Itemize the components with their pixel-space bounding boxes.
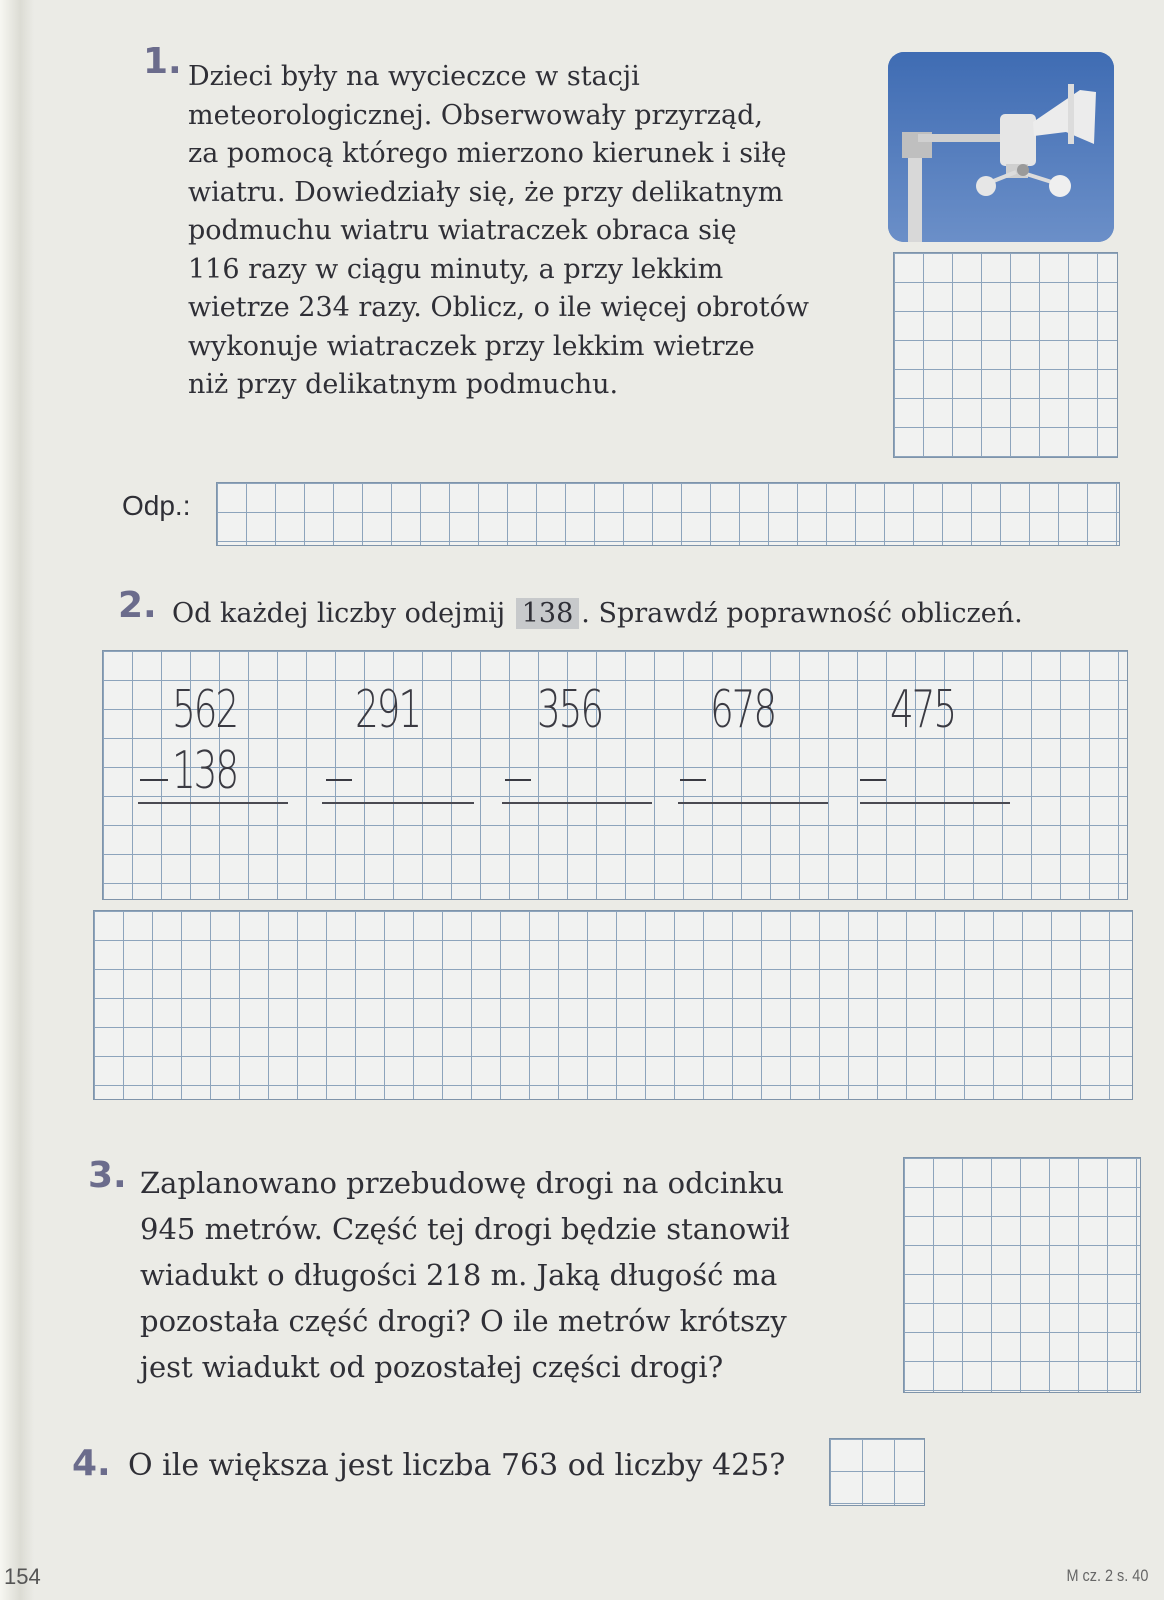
- minus-sign-3: [505, 779, 531, 781]
- underline-1: [138, 802, 288, 804]
- task3-number: 3.: [88, 1155, 127, 1196]
- minuend-4: 678: [710, 680, 775, 740]
- task2-work-grid[interactable]: [102, 650, 1128, 900]
- minuend-2: 291: [355, 680, 420, 740]
- minuend-3: 356: [537, 680, 602, 740]
- underline-5: [860, 802, 1010, 804]
- task3-calc-grid[interactable]: [903, 1157, 1141, 1393]
- page-binding-edge: [0, 0, 34, 1600]
- underline-2: [322, 802, 474, 804]
- task4-number: 4.: [72, 1443, 111, 1484]
- task4-answer-grid[interactable]: [829, 1438, 925, 1506]
- minus-sign-5: [860, 779, 886, 781]
- underline-4: [678, 802, 828, 804]
- minuend-5: 475: [890, 680, 955, 740]
- task4-text: O ile większa jest liczba 763 od liczby 425?: [128, 1448, 786, 1483]
- page-number: 154: [4, 1564, 41, 1589]
- task3-text: Zaplanowano przebudowę drogi na odcinku 945 metrów. Część tej drogi będzie stanowił wiadukt o długości 218 m. Jaką długość ma pozostała część drogi? O ile metrów krótszy jest wiadukt od pozostałej części drogi?: [140, 1166, 790, 1384]
- task1-text: Dzieci były na wycieczce w stacji meteorologicznej. Obserwowały przyrząd, za pomocą którego mierzono kierunek i siłę wiatru. Dowiedziały się, że przy delikatnym podmuchu wiatru wiatraczek obraca się 116 razy w ciągu minuty, a przy lekkim wietrze 234 razy. Oblicz, o ile więcej obrotów wykonuje wiatraczek przy lekkim wietrze niż przy delikatnym podmuchu.: [188, 61, 810, 400]
- subtrahend-1: 138: [172, 741, 237, 801]
- task2-number: 2.: [118, 585, 157, 626]
- anemometer-photo: [888, 52, 1114, 242]
- anemometer-wind-vane-icon: [888, 52, 1114, 242]
- task1-calc-grid[interactable]: [893, 252, 1118, 458]
- task2-check-grid[interactable]: [93, 910, 1133, 1100]
- task2-text-after: . Sprawdź poprawność obliczeń.: [581, 598, 1023, 629]
- task2-instruction: [172, 600, 1023, 627]
- underline-3: [502, 802, 652, 804]
- minus-sign-2: [326, 779, 352, 781]
- minus-sign-1: [140, 779, 168, 781]
- workbook-reference: M cz. 2 s. 40: [1066, 1566, 1148, 1585]
- task2-text-before: Od każdej liczby odejmij: [172, 598, 506, 629]
- minus-sign-4: [680, 779, 706, 781]
- task1-answer-label: Odp.:: [122, 490, 191, 521]
- task1-answer-grid[interactable]: [216, 482, 1120, 546]
- minuend-1: 562: [172, 680, 237, 740]
- task1-number: 1.: [143, 41, 182, 82]
- task2-boxed-number: 138: [516, 598, 580, 629]
